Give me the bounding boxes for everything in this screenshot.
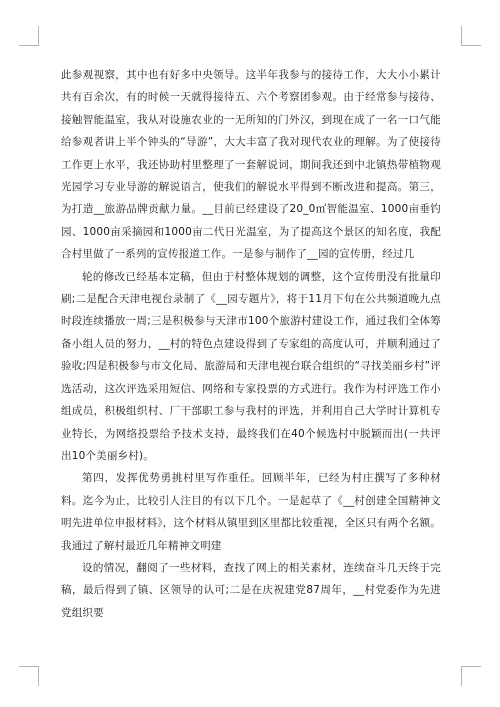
crop-mark-bottom-left-vertical [38,666,39,686]
paragraph: 第四，发挥优势勇挑村里写作重任。回顾半年，已经为村庄撰写了多种材料。迄今为止，比较引人注目的有以下几个。一是起草了《__村创建全国精神文明先进单位申报材料》，这个材料从镇里到区里都比较重视，全区只有两个名额。我通过了解村最近几年精神文明建 [61,472,441,552]
crop-mark-top-left-vertical [38,26,39,46]
crop-mark-bottom-right-vertical [461,666,462,686]
paragraph: 此参观视察，其中也有好多中央领导。这半年我参与的接待工作，大大小小累计共有百余次，有的时候一天就得接待五、六个考察团参观。由于经常参与接待、接触智能温室，我从对设施农业的一无所知的门外汉，到现在成了一名一口气能给参观者讲上半个钟头的“导游”，大大丰富了我对现代农业的理解。为了使接待工作更上水平，我还协助村里整理了一套解说词，期间我还到中北镇热带植物观光园学习专业导游的解说语言，使我们的解说水平得到不断改进和提高。第三，为打造__旅游品牌贡献力量。__目前已经建设了20_0㎡智能温室、1000亩垂钓园、1000亩采摘园和1000亩二代日光温室，为了提高这个景区的知名度，我配合村里做了一系列的宣传报道工作。一是参与制作了__园的宣传册，经过几 [61,69,441,261]
crop-mark-top-right-horizontal [461,45,481,46]
body-text [61,64,441,624]
crop-mark-bottom-right-horizontal [461,666,481,667]
paragraph: 轮的修改已经基本定稿，但由于村整体规划的调整，这个宣传册没有批量印刷;二是配合天津电视台录制了《__园专题片》，将于11月下旬在公共频道晚九点时段连续播放一周;三是积极参与天津市100个旅游村建设工作，通过我们全体筹备小组人员的努力，__村的特色点建设得到了专家组的高度认可，并顺利通过了验收;四是积极参与市文化局、旅游局和天津电视台联合组织的“寻找美丽乡村”评选活动，这次评选采用短信、网络和专家投票的方式进行。我作为村评选工作小组成员，积极组织村、厂干部职工参与我村的评选，并利用自己大学时计算机专业特长，为网络投票给予技术支持，最终我们在40个候选村中脱颖而出(一共评出10个美丽乡村)。 [61,270,441,462]
crop-mark-top-right-vertical [461,26,462,46]
crop-mark-top-left-horizontal [19,45,39,46]
paragraph: 设的情况，翻阅了一些材料，查找了网上的相关素材，连续奋斗几天终于完稿，最后得到了镇、区领导的认可;二是在庆祝建党87周年，__村党委作为先进党组织要 [61,561,441,619]
crop-mark-bottom-left-horizontal [19,666,39,667]
